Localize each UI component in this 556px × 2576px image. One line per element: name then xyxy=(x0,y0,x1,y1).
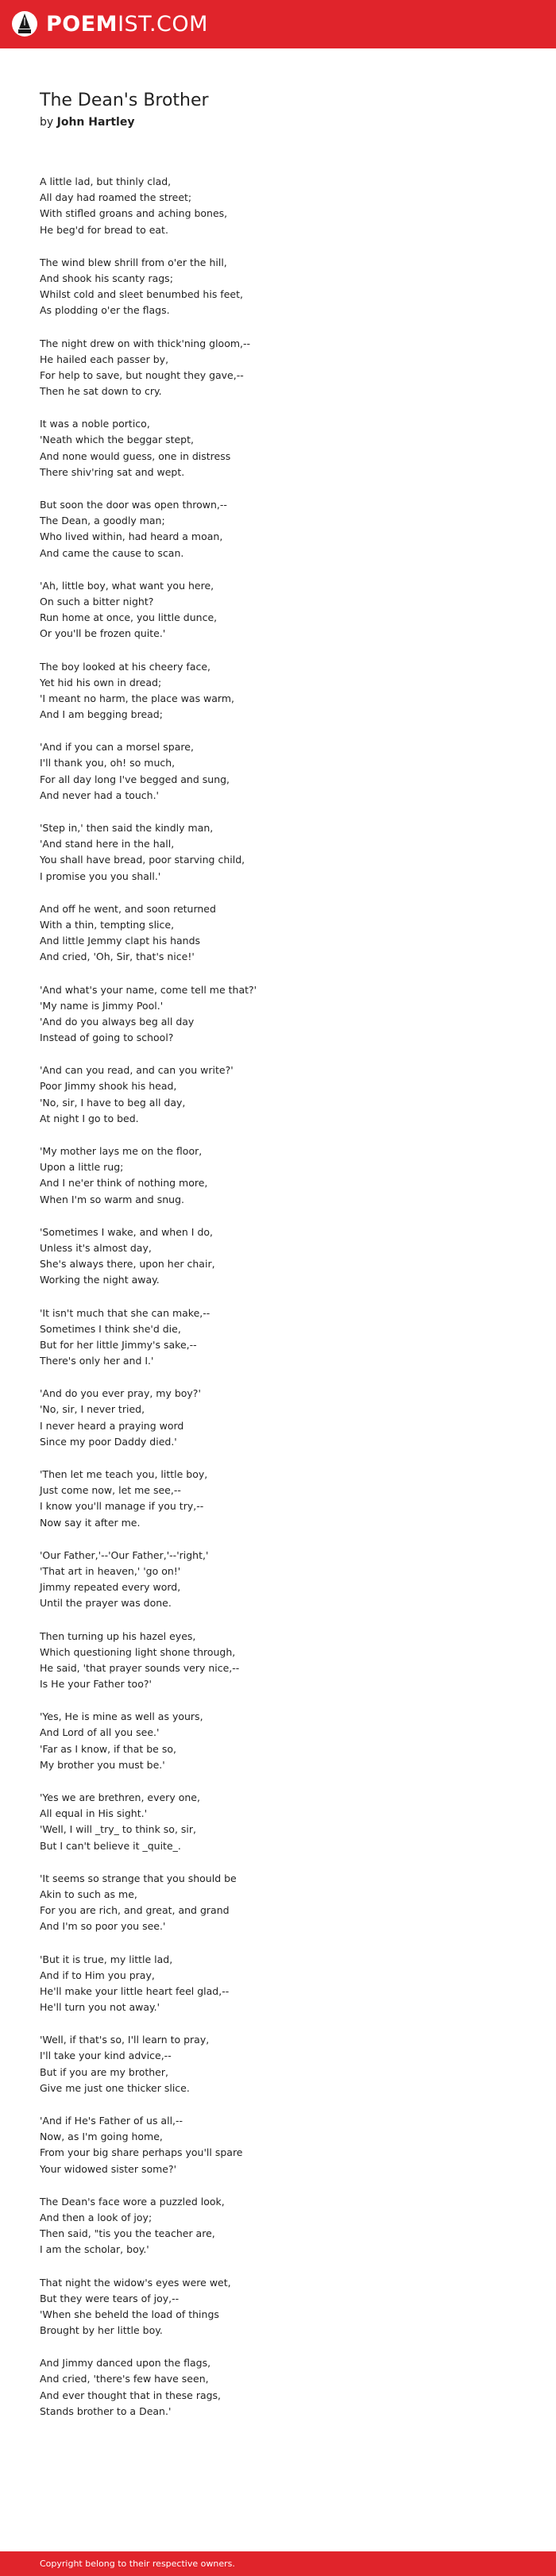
pen-nib-icon xyxy=(11,8,38,40)
poem-line: All equal in His sight.' xyxy=(40,1807,148,1820)
poem-line: He said, 'that prayer sounds very nice,-- xyxy=(40,1661,240,1674)
poem-line: There's only her and I.' xyxy=(40,1355,154,1367)
poem-line: A little lad, but thinly clad, xyxy=(40,175,172,187)
poem-stanza xyxy=(40,2275,532,2339)
poem-line: 'It seems so strange that you should be xyxy=(40,1872,237,1884)
poem-line: And never had a touch.' xyxy=(40,789,159,801)
poem-line: The wind blew shrill from o'er the hill, xyxy=(40,256,227,268)
poem-line: Whilst cold and sleet benumbed his feet, xyxy=(40,288,243,301)
poem-line: And if to Him you pray, xyxy=(40,1969,155,1981)
poem-line: Then said, "tis you the teacher are, xyxy=(40,2227,215,2240)
poem-line: For you are rich, and great, and grand xyxy=(40,1904,230,1917)
site-logo-text xyxy=(46,12,208,37)
poem-line: He hailed each passer by, xyxy=(40,353,169,365)
poem-line: 'No, sir, I have to beg all day, xyxy=(40,1096,186,1109)
poem-line: But they were tears of joy,-- xyxy=(40,2292,180,2304)
site-footer xyxy=(0,2551,556,2576)
poem-line: 'Step in,' then said the kindly man, xyxy=(40,822,214,834)
poem-stanza xyxy=(40,2113,532,2177)
poem-line: 'My mother lays me on the floor, xyxy=(40,1145,203,1157)
poem-line: Your widowed sister some?' xyxy=(40,2162,177,2175)
poem-line: Is He your Father too?' xyxy=(40,1678,152,1691)
poem-line: At night I go to bed. xyxy=(40,1112,139,1124)
poem-line: 'Ah, little boy, what want you here, xyxy=(40,579,214,592)
poem-line: 'And if you can a morsel spare, xyxy=(40,741,194,754)
poem-line: 'Well, I will _try_ to think so, sir, xyxy=(40,1823,196,1836)
poem-line: And Lord of all you see.' xyxy=(40,1726,160,1739)
poem-line: 'No, sir, I never tried, xyxy=(40,1403,145,1416)
poem-line: And none would guess, one in distress xyxy=(40,449,231,462)
poem-line: On such a bitter night? xyxy=(40,595,154,607)
poem-stanza xyxy=(40,2194,532,2258)
poem-line: All day had roamed the street; xyxy=(40,191,192,204)
poem-line: 'Then let me teach you, little boy, xyxy=(40,1468,208,1480)
poem-line: I promise you you shall.' xyxy=(40,870,161,882)
poem-stanza xyxy=(40,255,532,319)
poem-line: 'My name is Jimmy Pool.' xyxy=(40,999,164,1012)
poem-stanza xyxy=(40,1386,532,1450)
poem-line: There shiv'ring sat and wept. xyxy=(40,465,185,478)
poem-line: Brought by her little boy. xyxy=(40,2324,163,2337)
poem-line: But for her little Jimmy's sake,-- xyxy=(40,1338,197,1351)
poem-title: The Dean's Brother xyxy=(40,91,209,110)
poem-line: For help to save, but nought they gave,-- xyxy=(40,368,244,381)
poem-line: Working the night away. xyxy=(40,1274,160,1286)
poem-line: Stands brother to a Dean.' xyxy=(40,2404,172,2417)
poem-line: Which questioning light shone through, xyxy=(40,1645,236,1658)
poem-stanza xyxy=(40,2355,532,2420)
poem-line: But I can't believe it _quite_. xyxy=(40,1839,181,1852)
poem-line: It was a noble portico, xyxy=(40,418,150,430)
poem-line: Jimmy repeated every word, xyxy=(40,1581,181,1594)
poem-line: 'Yes we are brethren, every one, xyxy=(40,1791,200,1803)
poem-line: Sometimes I think she'd die, xyxy=(40,1322,181,1335)
poem-line: The Dean's face wore a puzzled look, xyxy=(40,2195,225,2208)
poem-line: And I ne'er think of nothing more, xyxy=(40,1177,208,1190)
poem-line: And Jimmy danced upon the flags, xyxy=(40,2357,211,2370)
poem-line: He beg'd for bread to eat. xyxy=(40,223,168,236)
poem-stanza xyxy=(40,659,532,723)
poem-stanza xyxy=(40,1224,532,1289)
poem-line: She's always there, upon her chair, xyxy=(40,1258,215,1271)
poem-line: 'But it is true, my little lad, xyxy=(40,1953,173,1965)
poem-line: I'll thank you, oh! so much, xyxy=(40,757,176,769)
poem-line: 'Yes, He is mine as well as yours, xyxy=(40,1710,203,1723)
poem-stanza xyxy=(40,497,532,561)
poem-stanza xyxy=(40,416,532,480)
poem-stanza xyxy=(40,578,532,642)
poem-line: Run home at once, you little dunce, xyxy=(40,611,218,624)
poem-stanza xyxy=(40,174,532,238)
poem-line: 'It isn't much that she can make,-- xyxy=(40,1306,210,1319)
poem-line: 'I meant no harm, the place was warm, xyxy=(40,692,235,704)
poem-line: Unless it's almost day, xyxy=(40,1241,152,1254)
poem-line: Akin to such as me, xyxy=(40,1888,137,1900)
poem-stanza xyxy=(40,336,532,400)
poem-line: 'And can you read, and can you write?' xyxy=(40,1064,234,1077)
poem-line: For all day long I've begged and sung, xyxy=(40,773,230,785)
poem-line: But if you are my brother, xyxy=(40,2065,168,2078)
poem-line: 'When she beheld the load of things xyxy=(40,2308,219,2320)
poem-line: The night drew on with thick'ning gloom,-- xyxy=(40,337,251,349)
poem-line: And ever thought that in these rags, xyxy=(40,2389,222,2401)
poem-line: Poor Jimmy shook his head, xyxy=(40,1080,177,1093)
poem-line: Or you'll be frozen quite.' xyxy=(40,627,166,640)
poem-line: When I'm so warm and snug. xyxy=(40,1193,184,1205)
poem-line: I know you'll manage if you try,-- xyxy=(40,1500,204,1513)
poem-line: And cried, 'Oh, Sir, that's nice!' xyxy=(40,951,195,963)
poem-line: He'll make your little heart feel glad,-- xyxy=(40,1984,230,1997)
poem-line: I am the scholar, boy.' xyxy=(40,2243,149,2256)
poem-line: You shall have bread, poor starving child, xyxy=(40,854,245,866)
poem-line: The Dean, a goodly man; xyxy=(40,515,165,527)
poem-line: Yet hid his own in dread; xyxy=(40,676,162,688)
poem-line: Upon a little rug; xyxy=(40,1161,124,1174)
poem-stanza xyxy=(40,1709,532,1773)
poem-line: 'And stand here in the hall, xyxy=(40,838,175,850)
poem-stanza xyxy=(40,1548,532,1612)
poem-line: As plodding o'er the flags. xyxy=(40,304,170,317)
poem-stanza xyxy=(40,1790,532,1854)
poem-line: My brother you must be.' xyxy=(40,1758,165,1771)
poem-stanza xyxy=(40,820,532,885)
logo-light-text: IST.COM xyxy=(118,11,208,37)
poem-stanza xyxy=(40,1871,532,1935)
poem-line: And little Jemmy clapt his hands xyxy=(40,935,201,947)
poem-line: And I'm so poor you see.' xyxy=(40,1920,166,1933)
poem-line: He'll turn you not away.' xyxy=(40,2001,160,2014)
logo-bold-text: POEM xyxy=(46,11,118,37)
poem-stanza xyxy=(40,2032,532,2096)
poem-line: Now say it after me. xyxy=(40,1516,141,1529)
poem-line: 'Sometimes I wake, and when I do, xyxy=(40,1225,214,1238)
poem-line: And I am begging bread; xyxy=(40,708,163,721)
poem-stanza xyxy=(40,1629,532,1693)
poem-line: 'Well, if that's so, I'll learn to pray, xyxy=(40,2034,210,2046)
poem-line: Then he sat down to cry. xyxy=(40,385,162,398)
poem-byline xyxy=(40,116,134,129)
poem-line: And then a look of joy; xyxy=(40,2211,153,2223)
poem-line: And cried, 'there's few have seen, xyxy=(40,2373,209,2385)
poem-line: The boy looked at his cheery face, xyxy=(40,660,211,673)
copyright-notice: Copyright belong to their respective owners. xyxy=(40,2559,235,2569)
poem-line: Just come now, let me see,-- xyxy=(40,1484,181,1497)
poem-line: And off he went, and soon returned xyxy=(40,902,216,915)
poem-line: And shook his scanty rags; xyxy=(40,272,173,284)
poem-line: I'll take your kind advice,-- xyxy=(40,2050,172,2062)
poem-line: 'And do you ever pray, my boy?' xyxy=(40,1387,201,1400)
author-link[interactable]: John Hartley xyxy=(56,116,135,129)
poem-line: 'Our Father,'--'Our Father,'--'right,' xyxy=(40,1548,209,1561)
poem-line: And came the cause to scan. xyxy=(40,546,184,559)
poem-stanza xyxy=(40,1062,532,1127)
poem-line: That night the widow's eyes were wet, xyxy=(40,2276,231,2289)
poem-line: Instead of going to school? xyxy=(40,1032,174,1044)
poem-line: But soon the door was open thrown,-- xyxy=(40,499,227,511)
poem-line: From your big share perhaps you'll spare xyxy=(40,2146,243,2159)
poem-stanza xyxy=(40,1143,532,1208)
poem-line: 'Neath which the beggar stept, xyxy=(40,434,194,446)
poem-stanza xyxy=(40,1305,532,1370)
poem-line: Now, as I'm going home, xyxy=(40,2131,163,2143)
poem-line: Until the prayer was done. xyxy=(40,1597,172,1610)
poem-line: 'And what's your name, come tell me that?' xyxy=(40,983,257,996)
poem-stanza xyxy=(40,1467,532,1531)
poem-line: 'Far as I know, if that be so, xyxy=(40,1742,176,1755)
poem-line: Give me just one thicker slice. xyxy=(40,2081,190,2094)
poem-body xyxy=(40,174,532,2436)
site-logo[interactable] xyxy=(11,8,208,40)
poem-line: I never heard a praying word xyxy=(40,1419,184,1432)
poem-line: 'That art in heaven,' 'go on!' xyxy=(40,1564,181,1577)
byline-label: by xyxy=(40,116,54,129)
poem-stanza xyxy=(40,982,532,1047)
poem-line: Then turning up his hazel eyes, xyxy=(40,1629,196,1642)
site-header xyxy=(0,0,556,48)
poem-line: 'And if He's Father of us all,-- xyxy=(40,2115,183,2127)
poem-line: 'And do you always beg all day xyxy=(40,1015,195,1028)
poem-line: Who lived within, had heard a moan, xyxy=(40,530,223,543)
poem-line: With a thin, tempting slice, xyxy=(40,918,175,931)
poem-stanza xyxy=(40,901,532,966)
poem-stanza xyxy=(40,1952,532,2016)
poem-line: With stifled groans and aching bones, xyxy=(40,207,228,220)
poem-line: Since my poor Daddy died.' xyxy=(40,1435,177,1448)
poem-stanza xyxy=(40,739,532,804)
